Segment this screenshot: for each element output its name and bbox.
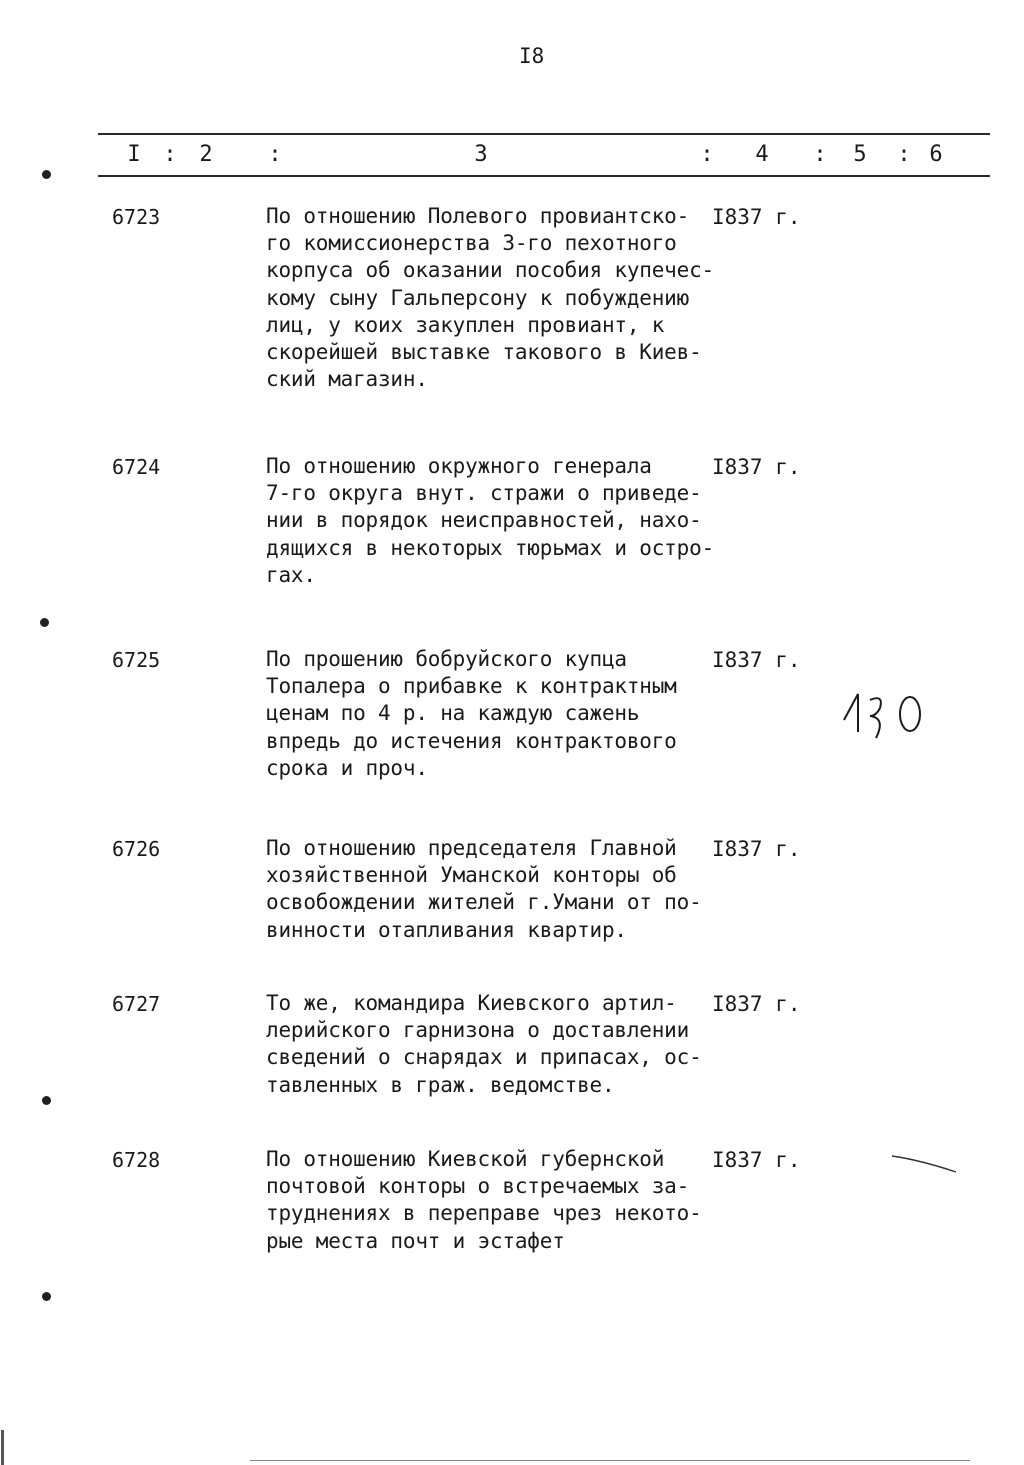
column-header-6: 6 — [929, 142, 943, 167]
scan-edge-mark — [1, 1430, 4, 1465]
column-separator: : — [700, 142, 714, 167]
entry-description — [266, 648, 716, 784]
entry-description-line: почтовой конторы о встречаемых за- — [266, 1174, 690, 1199]
entry-description-line: корпуса об оказании пособия купечес- — [266, 258, 714, 283]
handwritten-folio-number — [840, 688, 940, 748]
column-header-5: 5 — [853, 142, 867, 167]
entry-year: I837 г. — [712, 455, 801, 479]
column-separator: : — [897, 142, 911, 167]
page-bottom-edge — [250, 1460, 970, 1461]
entry-number: 6723 — [112, 205, 161, 229]
entry-description-line: рые места почт и эстафет — [266, 1228, 565, 1253]
entry-description-line: Топалера о прибавке к контрактным — [266, 674, 677, 699]
entry-description-line: впредь до истечения контрактового — [266, 728, 677, 753]
entry-description-line: гах. — [266, 562, 316, 587]
entry-number: 6726 — [112, 837, 161, 861]
punch-hole — [42, 170, 51, 179]
entry-description-line: По прошению бобруйского купца — [266, 647, 627, 671]
column-separator: : — [813, 142, 827, 167]
entry-description-line: ценам по 4 р. на каждую сажень — [266, 701, 640, 726]
column-separator: : — [268, 142, 282, 167]
column-header-4: 4 — [755, 142, 769, 167]
header-bottom-rule — [98, 175, 990, 177]
entry-description-line: го комиссионерства 3-го пехотного — [266, 231, 677, 256]
entry-year: I837 г. — [712, 648, 801, 672]
column-header-2: 2 — [199, 142, 213, 167]
entry-year: I837 г. — [712, 1148, 801, 1172]
entry-description-line: лерийского гарнизона о доставлении — [266, 1018, 690, 1043]
entry-description-line: По отношению Киевской губернской — [266, 1147, 665, 1171]
page-number: I8 — [519, 44, 545, 68]
entry-number: 6727 — [112, 992, 161, 1016]
entry-year: I837 г. — [712, 992, 801, 1016]
entry-description-line: То же, командира Киевского артил- — [266, 991, 677, 1015]
entry-description-line: нии в порядок неисправностей, нахо- — [266, 508, 702, 533]
header-top-rule — [98, 133, 990, 135]
entry-description-line: По отношению окружного генерала — [266, 454, 652, 478]
entry-description-line: труднениях в переправе чрез некото- — [266, 1201, 702, 1226]
entry-description — [266, 837, 716, 946]
punch-hole — [42, 1292, 51, 1301]
entry-year: I837 г. — [712, 205, 801, 229]
entry-number: 6725 — [112, 648, 161, 672]
entry-description-line: По отношению председателя Главной — [266, 836, 677, 860]
entry-description — [266, 992, 716, 1101]
entry-description-line: тавленных в граж. ведомстве. — [266, 1072, 615, 1097]
entry-description-line: 7-го округа внут. стражи о приведе- — [266, 481, 702, 506]
entry-description — [266, 1148, 716, 1257]
entry-description-line: сведений о снарядах и припасах, ос- — [266, 1045, 702, 1070]
column-separator: : — [163, 142, 177, 167]
entry-description-line: дящихся в некоторых тюрьмах и остро- — [266, 535, 714, 560]
entry-description-line: освобождении жителей г.Умани от по- — [266, 890, 702, 915]
entry-description-line: срока и проч. — [266, 755, 428, 780]
entry-description-line: лиц, у коих закуплен провиант, к — [266, 312, 665, 337]
entry-description-line: кому сыну Гальперсону к побуждению — [266, 285, 690, 310]
punch-hole — [40, 618, 49, 627]
entry-description-line: винности отапливания квартир. — [266, 917, 627, 942]
entry-number: 6724 — [112, 455, 161, 479]
entry-description-line: По отношению Полевого провиантско- — [266, 204, 690, 228]
entry-year: I837 г. — [712, 837, 801, 861]
punch-hole — [42, 1096, 51, 1105]
stray-pen-mark — [890, 1152, 960, 1174]
entry-description-line: ский магазин. — [266, 367, 428, 392]
column-header-1: I — [127, 142, 141, 167]
entry-description-line: скорейшей выставке такового в Киев- — [266, 340, 702, 365]
entry-description — [266, 455, 716, 591]
column-header-3: 3 — [474, 142, 488, 167]
entry-description-line: хозяйственной Уманской конторы об — [266, 863, 677, 888]
entry-description — [266, 205, 716, 395]
entry-number: 6728 — [112, 1148, 161, 1172]
